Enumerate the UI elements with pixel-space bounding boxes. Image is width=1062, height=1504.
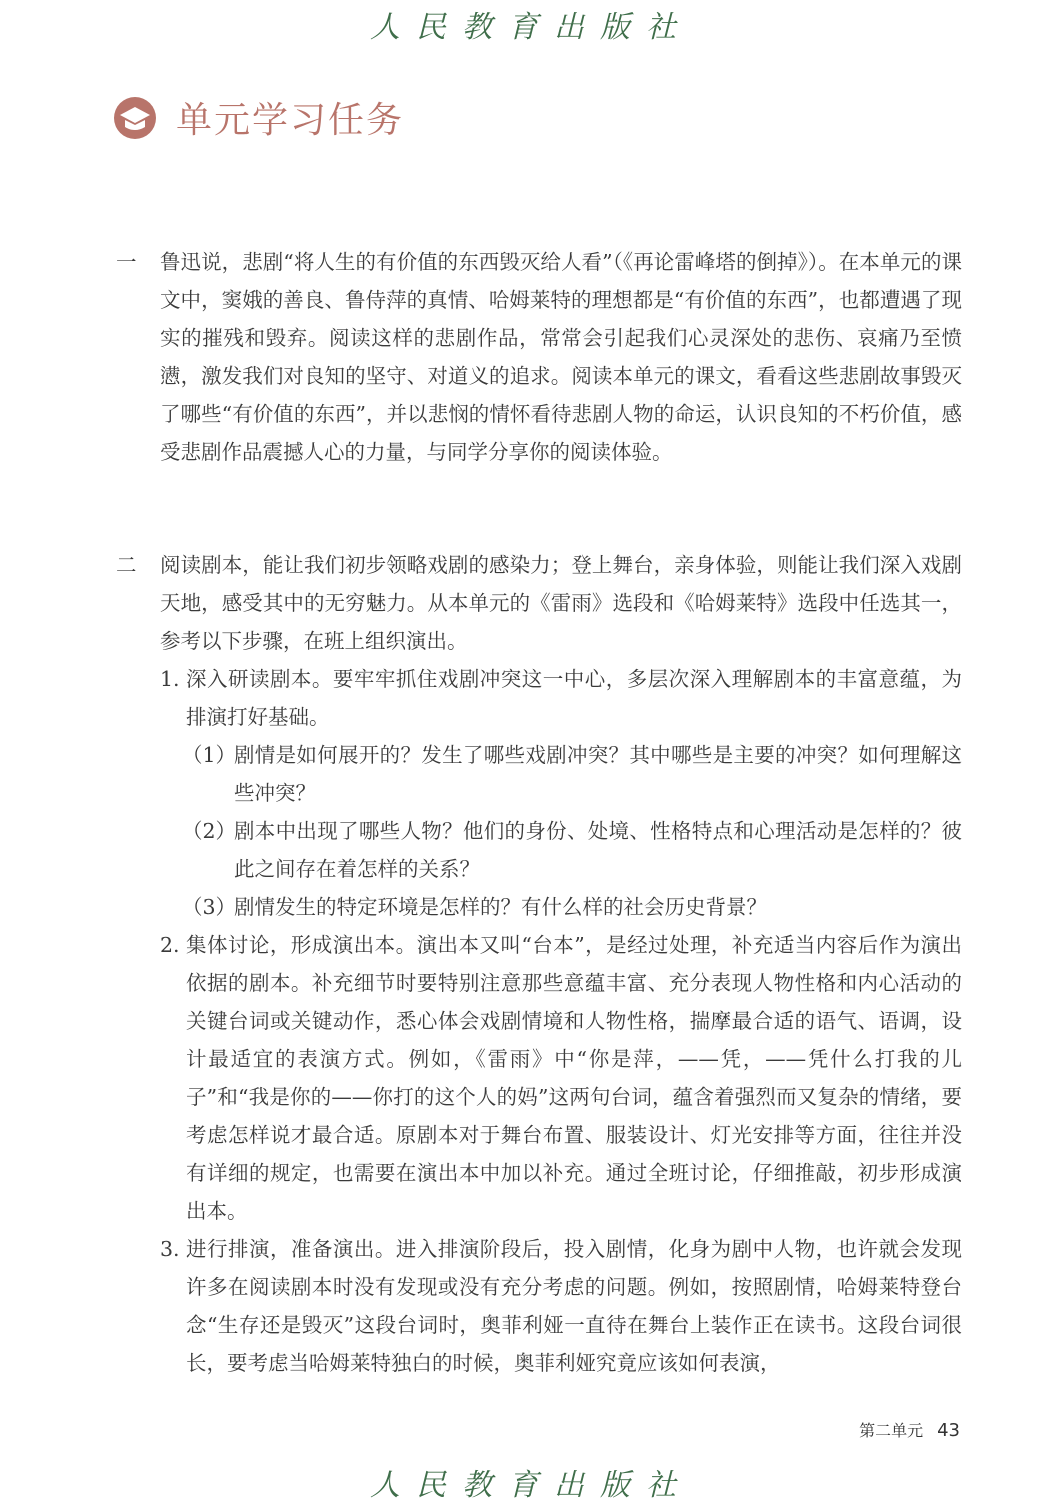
sub-question (116, 736, 962, 812)
graduation-cap-icon (112, 95, 158, 141)
sub-question-text: 剧情发生的特定环境是怎样的？有什么样的社会历史背景？ (234, 895, 767, 919)
task-number: 二 (116, 553, 137, 577)
sub-question-number: （1） (182, 743, 237, 767)
section-header (112, 92, 404, 143)
publisher-header: 人民教育出版社 (370, 10, 692, 45)
step-item (116, 1230, 962, 1382)
page-number: 43 (937, 1420, 960, 1441)
step-number: 1. (160, 667, 180, 691)
sub-question (116, 812, 962, 888)
sub-question-number: （3） (182, 895, 237, 919)
step-number: 3. (160, 1237, 180, 1261)
sub-question-text: 剧情是如何展开的？发生了哪些戏剧冲突？其中哪些是主要的冲突？如何理解这些冲突？ (234, 743, 962, 805)
step-text: 深入研读剧本。要牢牢抓住戏剧冲突这一中心，多层次深入理解剧本的丰富意蕴，为排演打好基础。 (186, 667, 962, 729)
task-text: 阅读剧本，能让我们初步领略戏剧的感染力；登上舞台，亲身体验，则能让我们深入戏剧天地，感受其中的无穷魅力。从本单元的《雷雨》选段和《哈姆莱特》选段中任选其一，参考以下步骤，在班上组织演出。 (160, 553, 962, 653)
task-number: 一 (116, 250, 137, 274)
step-text: 集体讨论，形成演出本。演出本又叫“台本”，是经过处理，补充适当内容后作为演出依据的剧本。补充细节时要特别注意那些意蕴丰富、充分表现人物性格和内心活动的关键台词或关键动作，悉心体会戏剧情境和人物性格，揣摩最合适的语气、语调，设计最适宜的表演方式。例如，《雷雨》中“你是萍，——凭，——凭什么打我的儿子”和“我是你的——你打的这个人的妈”这两句台词，蕴含着强烈而又复杂的情绪，要考虑怎样说才最合适。原剧本对于舞台布置、服装设计、灯光安排等方面，往往并没有详细的规定，也需要在演出本中加以补充。通过全班讨论，仔细推敲，初步形成演出本。 (186, 933, 962, 1223)
sub-question-number: （2） (182, 819, 237, 843)
publisher-footer: 人民教育出版社 (370, 1468, 692, 1503)
unit-label: 第二单元 (859, 1421, 924, 1440)
task-item (116, 546, 962, 1382)
sub-question-text: 剧本中出现了哪些人物？他们的身份、处境、性格特点和心理活动是怎样的？彼此之间存在着怎样的关系？ (234, 819, 962, 881)
section-title: 单元学习任务 (176, 100, 405, 141)
step-item (116, 660, 962, 736)
page-footer (859, 1418, 960, 1441)
step-item (116, 926, 962, 1230)
sub-question (116, 888, 962, 926)
task-item (116, 243, 962, 471)
step-text: 进行排演，准备演出。进入排演阶段后，投入剧情，化身为剧中人物，也许就会发现许多在阅读剧本时没有发现或没有充分考虑的问题。例如，按照剧情，哈姆莱特登台念“生存还是毁灭”这段台词时，奥菲利娅一直待在舞台上装作正在读书。这段台词很长，要考虑当哈姆莱特独白的时候，奥菲利娅究竟应该如何表演， (186, 1237, 962, 1375)
task-text: 鲁迅说，悲剧“将人生的有价值的东西毁灭给人看”（《再论雷峰塔的倒掉》）。在本单元的课文中，窦娥的善良、鲁侍萍的真情、哈姆莱特的理想都是“有价值的东西”，也都遭遇了现实的摧残和毁弃。阅读这样的悲剧作品，常常会引起我们心灵深处的悲伤、哀痛乃至愤懑，激发我们对良知的坚守、对道义的追求。阅读本单元的课文，看看这些悲剧故事毁灭了哪些“有价值的东西”，并以悲悯的情怀看待悲剧人物的命运，认识良知的不朽价值，感受悲剧作品震撼人心的力量，与同学分享你的阅读体验。 (160, 250, 962, 464)
step-number: 2. (160, 933, 180, 957)
